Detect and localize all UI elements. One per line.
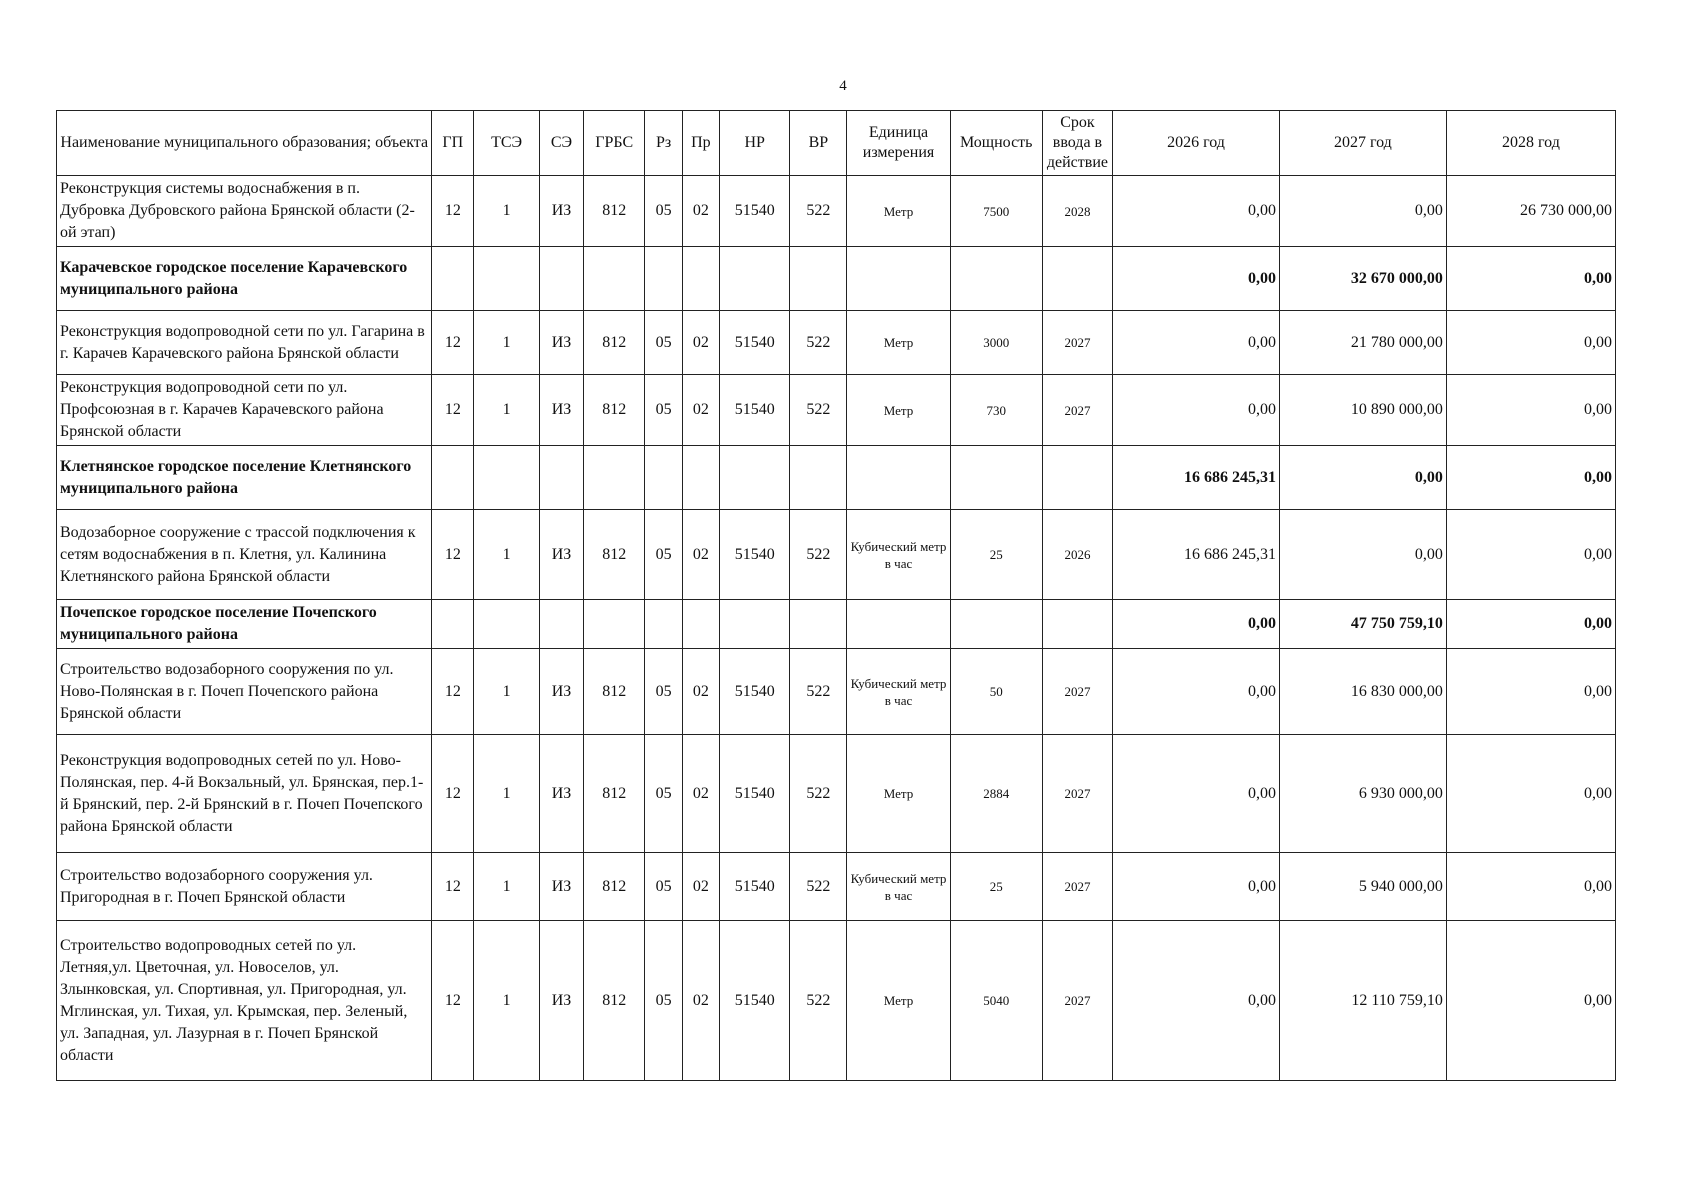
- nr-cell: 51540: [720, 311, 790, 375]
- se-cell: ИЗ: [540, 176, 584, 247]
- header-capacity: Мощность: [950, 111, 1042, 176]
- amount-2028: 0,00: [1446, 375, 1615, 446]
- se-cell: ИЗ: [540, 649, 584, 735]
- nr-cell: [720, 600, 790, 649]
- vr-cell: 522: [790, 375, 847, 446]
- commission-cell: [1042, 247, 1112, 311]
- grbs-cell: 812: [583, 735, 644, 853]
- se-cell: [540, 600, 584, 649]
- amount-2026: 0,00: [1113, 311, 1280, 375]
- gp-cell: [432, 247, 474, 311]
- table-row: [57, 375, 1616, 446]
- gp-cell: 12: [432, 176, 474, 247]
- nr-cell: 51540: [720, 921, 790, 1081]
- vr-cell: [790, 600, 847, 649]
- table-row: [57, 510, 1616, 600]
- header-row: [57, 111, 1616, 176]
- header-pr: Пр: [682, 111, 719, 176]
- object-name: Строительство водозаборного сооружения по ул. Ново-Полянская в г. Почеп Почепского района Брянской области: [57, 649, 432, 735]
- commission-cell: 2027: [1042, 853, 1112, 921]
- object-name: Реконструкция водопроводных сетей по ул. Ново-Полянская, пер. 4-й Вокзальный, ул. Брянская, пер.1-й Брянский, пер. 2-й Брянский в г. Почеп Почепского района Брянской области: [57, 735, 432, 853]
- header-2027: 2027 год: [1279, 111, 1446, 176]
- amount-2028: 0,00: [1446, 510, 1615, 600]
- municipality-name: Клетнянское городское поселение Клетнянского муниципального района: [57, 446, 432, 510]
- pr-cell: 02: [682, 176, 719, 247]
- header-se: СЭ: [540, 111, 584, 176]
- grbs-cell: 812: [583, 375, 644, 446]
- gp-cell: [432, 446, 474, 510]
- pr-cell: 02: [682, 649, 719, 735]
- amount-2028: 0,00: [1446, 735, 1615, 853]
- header-grbs: ГРБС: [583, 111, 644, 176]
- amount-2027: 47 750 759,10: [1279, 600, 1446, 649]
- tse-cell: 1: [474, 510, 540, 600]
- capacity-cell: [950, 247, 1042, 311]
- unit-cell: [847, 600, 950, 649]
- tse-cell: [474, 600, 540, 649]
- amount-2027: 21 780 000,00: [1279, 311, 1446, 375]
- header-rz: Рз: [645, 111, 682, 176]
- rz-cell: [645, 446, 682, 510]
- table-row: [57, 176, 1616, 247]
- amount-2026: 0,00: [1113, 600, 1280, 649]
- amount-2027: 6 930 000,00: [1279, 735, 1446, 853]
- amount-2028: 0,00: [1446, 600, 1615, 649]
- commission-cell: 2027: [1042, 649, 1112, 735]
- table-row: [57, 649, 1616, 735]
- grbs-cell: [583, 446, 644, 510]
- capacity-cell: 730: [950, 375, 1042, 446]
- unit-cell: Кубический метр в час: [847, 649, 950, 735]
- object-name: Строительство водопроводных сетей по ул. Летняя,ул. Цветочная, ул. Новоселов, ул. Злынковская, ул. Спортивная, ул. Пригородная, ул. Мглинская, ул. Тихая, ул. Крымская, пер. Зеленый, ул. Западная, ул. Лазурная в г. Почеп Брянской области: [57, 921, 432, 1081]
- vr-cell: [790, 247, 847, 311]
- se-cell: ИЗ: [540, 921, 584, 1081]
- amount-2027: 5 940 000,00: [1279, 853, 1446, 921]
- amount-2027: 0,00: [1279, 176, 1446, 247]
- amount-2026: 0,00: [1113, 375, 1280, 446]
- nr-cell: [720, 247, 790, 311]
- pr-cell: [682, 446, 719, 510]
- commission-cell: 2027: [1042, 735, 1112, 853]
- commission-cell: [1042, 446, 1112, 510]
- amount-2027: 12 110 759,10: [1279, 921, 1446, 1081]
- nr-cell: 51540: [720, 375, 790, 446]
- unit-cell: Метр: [847, 735, 950, 853]
- pr-cell: 02: [682, 735, 719, 853]
- amount-2027: 0,00: [1279, 446, 1446, 510]
- header-tse: ТСЭ: [474, 111, 540, 176]
- tse-cell: 1: [474, 176, 540, 247]
- commission-cell: 2027: [1042, 921, 1112, 1081]
- header-2026: 2026 год: [1113, 111, 1280, 176]
- object-name: Реконструкция системы водоснабжения в п. Дубровка Дубровского района Брянской области (2-ой этап): [57, 176, 432, 247]
- group-row: [57, 446, 1616, 510]
- se-cell: ИЗ: [540, 375, 584, 446]
- rz-cell: 05: [645, 176, 682, 247]
- amount-2028: 0,00: [1446, 649, 1615, 735]
- nr-cell: 51540: [720, 649, 790, 735]
- grbs-cell: [583, 247, 644, 311]
- capacity-cell: 50: [950, 649, 1042, 735]
- se-cell: [540, 446, 584, 510]
- tse-cell: [474, 446, 540, 510]
- header-vr: ВР: [790, 111, 847, 176]
- amount-2027: 0,00: [1279, 510, 1446, 600]
- capacity-cell: 2884: [950, 735, 1042, 853]
- amount-2026: 0,00: [1113, 247, 1280, 311]
- rz-cell: 05: [645, 375, 682, 446]
- table-row: [57, 853, 1616, 921]
- tse-cell: 1: [474, 311, 540, 375]
- amount-2028: 0,00: [1446, 853, 1615, 921]
- unit-cell: [847, 446, 950, 510]
- capacity-cell: 5040: [950, 921, 1042, 1081]
- pr-cell: 02: [682, 510, 719, 600]
- amount-2026: 0,00: [1113, 176, 1280, 247]
- rz-cell: 05: [645, 921, 682, 1081]
- page-number: 4: [839, 78, 847, 94]
- vr-cell: 522: [790, 176, 847, 247]
- tse-cell: 1: [474, 735, 540, 853]
- header-unit: Единица измерения: [847, 111, 950, 176]
- pr-cell: [682, 600, 719, 649]
- header-nr: НР: [720, 111, 790, 176]
- municipality-name: Почепское городское поселение Почепского муниципального района: [57, 600, 432, 649]
- grbs-cell: 812: [583, 176, 644, 247]
- se-cell: ИЗ: [540, 510, 584, 600]
- amount-2026: 0,00: [1113, 853, 1280, 921]
- object-name: Реконструкция водопроводной сети по ул. Профсоюзная в г. Карачев Карачевского района Брянской области: [57, 375, 432, 446]
- rz-cell: 05: [645, 735, 682, 853]
- capacity-cell: 25: [950, 853, 1042, 921]
- grbs-cell: 812: [583, 649, 644, 735]
- nr-cell: 51540: [720, 735, 790, 853]
- tse-cell: 1: [474, 921, 540, 1081]
- tse-cell: 1: [474, 853, 540, 921]
- capacity-cell: 25: [950, 510, 1042, 600]
- pr-cell: 02: [682, 311, 719, 375]
- header-commission: Срок ввода в действие: [1042, 111, 1112, 176]
- rz-cell: 05: [645, 510, 682, 600]
- table-row: [57, 311, 1616, 375]
- gp-cell: 12: [432, 375, 474, 446]
- gp-cell: [432, 600, 474, 649]
- se-cell: [540, 247, 584, 311]
- amount-2026: 16 686 245,31: [1113, 510, 1280, 600]
- nr-cell: 51540: [720, 853, 790, 921]
- pr-cell: 02: [682, 853, 719, 921]
- object-name: Строительство водозаборного сооружения ул. Пригородная в г. Почеп Брянской области: [57, 853, 432, 921]
- gp-cell: 12: [432, 921, 474, 1081]
- amount-2026: 0,00: [1113, 649, 1280, 735]
- nr-cell: 51540: [720, 176, 790, 247]
- pr-cell: 02: [682, 375, 719, 446]
- unit-cell: [847, 247, 950, 311]
- gp-cell: 12: [432, 311, 474, 375]
- group-row: [57, 600, 1616, 649]
- amount-2026: 16 686 245,31: [1113, 446, 1280, 510]
- object-name: Водозаборное сооружение с трассой подключения к сетям водоснабжения в п. Клетня, ул. Калинина Клетнянского района Брянской области: [57, 510, 432, 600]
- rz-cell: 05: [645, 853, 682, 921]
- se-cell: ИЗ: [540, 735, 584, 853]
- amount-2028: 0,00: [1446, 311, 1615, 375]
- amount-2027: 10 890 000,00: [1279, 375, 1446, 446]
- grbs-cell: 812: [583, 921, 644, 1081]
- tse-cell: 1: [474, 649, 540, 735]
- commission-cell: 2027: [1042, 311, 1112, 375]
- unit-cell: Кубический метр в час: [847, 510, 950, 600]
- grbs-cell: [583, 600, 644, 649]
- nr-cell: [720, 446, 790, 510]
- capacity-cell: [950, 600, 1042, 649]
- commission-cell: 2027: [1042, 375, 1112, 446]
- amount-2028: 0,00: [1446, 446, 1615, 510]
- group-row: [57, 247, 1616, 311]
- vr-cell: 522: [790, 735, 847, 853]
- commission-cell: 2026: [1042, 510, 1112, 600]
- capacity-cell: 7500: [950, 176, 1042, 247]
- municipality-name: Карачевское городское поселение Карачевского муниципального района: [57, 247, 432, 311]
- amount-2028: 0,00: [1446, 921, 1615, 1081]
- pr-cell: [682, 247, 719, 311]
- commission-cell: 2028: [1042, 176, 1112, 247]
- header-name: Наименование муниципального образования; объекта: [57, 111, 432, 176]
- capacity-cell: [950, 446, 1042, 510]
- amount-2028: 0,00: [1446, 247, 1615, 311]
- amount-2028: 26 730 000,00: [1446, 176, 1615, 247]
- vr-cell: 522: [790, 649, 847, 735]
- rz-cell: 05: [645, 649, 682, 735]
- unit-cell: Метр: [847, 176, 950, 247]
- header-2028: 2028 год: [1446, 111, 1615, 176]
- capacity-cell: 3000: [950, 311, 1042, 375]
- object-name: Реконструкция водопроводной сети по ул. Гагарина в г. Карачев Карачевского района Брянской области: [57, 311, 432, 375]
- rz-cell: [645, 600, 682, 649]
- table-row: [57, 735, 1616, 853]
- unit-cell: Метр: [847, 311, 950, 375]
- gp-cell: 12: [432, 735, 474, 853]
- grbs-cell: 812: [583, 311, 644, 375]
- unit-cell: Метр: [847, 375, 950, 446]
- vr-cell: [790, 446, 847, 510]
- amount-2026: 0,00: [1113, 921, 1280, 1081]
- grbs-cell: 812: [583, 853, 644, 921]
- gp-cell: 12: [432, 649, 474, 735]
- commission-cell: [1042, 600, 1112, 649]
- vr-cell: 522: [790, 921, 847, 1081]
- se-cell: ИЗ: [540, 853, 584, 921]
- gp-cell: 12: [432, 510, 474, 600]
- vr-cell: 522: [790, 510, 847, 600]
- amount-2027: 16 830 000,00: [1279, 649, 1446, 735]
- unit-cell: Метр: [847, 921, 950, 1081]
- grbs-cell: 812: [583, 510, 644, 600]
- unit-cell: Кубический метр в час: [847, 853, 950, 921]
- amount-2026: 0,00: [1113, 735, 1280, 853]
- budget-table: [56, 110, 1616, 1081]
- header-gp: ГП: [432, 111, 474, 176]
- rz-cell: 05: [645, 311, 682, 375]
- se-cell: ИЗ: [540, 311, 584, 375]
- vr-cell: 522: [790, 853, 847, 921]
- pr-cell: 02: [682, 921, 719, 1081]
- rz-cell: [645, 247, 682, 311]
- nr-cell: 51540: [720, 510, 790, 600]
- gp-cell: 12: [432, 853, 474, 921]
- vr-cell: 522: [790, 311, 847, 375]
- tse-cell: [474, 247, 540, 311]
- tse-cell: 1: [474, 375, 540, 446]
- amount-2027: 32 670 000,00: [1279, 247, 1446, 311]
- table-row: [57, 921, 1616, 1081]
